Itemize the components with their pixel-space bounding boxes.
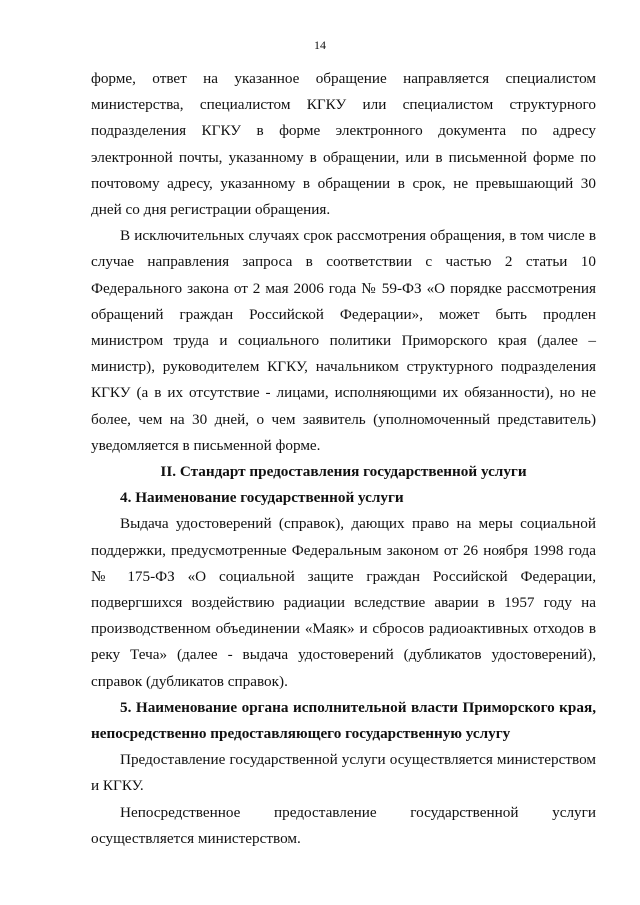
paragraph-direct-provision-line1: Непосредственное предоставление государственной услуги: [120, 803, 596, 821]
heading-service-name: 4. Наименование государственной услуги: [120, 489, 404, 507]
paragraph-direct-provision-line2: осуществляется министерством.: [91, 829, 301, 847]
heading-authority-name: 5. Наименование органа исполнительной власти Приморского края, непосредственно предоставляющего государственную услугу: [91, 698, 596, 743]
paragraph-response-form: форме, ответ на указанное обращение направляется специалистом министерства, специалистом КГКУ или специалистом структурного подразделения КГКУ в форме электронного документа по адресу электронной почты, указанному в обращении, или в письменной форме по почтовому адресу, указанному в обращении в срок, не превышающий 30 дней со дня регистрации обращения.: [91, 70, 596, 219]
document-body: [91, 66, 596, 852]
section-title: II. Стандарт предоставления государственной услуги: [160, 463, 527, 481]
paragraph-extension-term: В исключительных случаях срок рассмотрения обращения, в том числе в случае направления запроса в соответствии с частью 2 статьи 10 Федерального закона от 2 мая 2006 года № 59-ФЗ «О порядке рассмотрения обращений граждан Российской Федерации», может быть продлен министром труда и социального политики Приморского края (далее – министр), руководителем КГКУ, начальником структурного подразделения КГКУ (а в их отсутствие - лицами, исполняющими их обязанности), но не более, чем на 30 дней, о чем заявитель (уполномоченный представитель) уведомляется в письменной форме.: [91, 227, 596, 454]
paragraph-service-name: Выдача удостоверений (справок), дающих право на меры социальной поддержки, предусмотренные Федеральным законом от 26 ноября 1998 года № 175-ФЗ «О социальной защите граждан Российской Федерации, подвергшихся воздействию радиации вследствие аварии в 1957 году на производственном объединении «Маяк» и сбросов радиоактивных отходов в реку Теча» (далее - выдача удостоверений (дубликатов удостоверений), справок (дубликатов справок).: [91, 515, 596, 690]
paragraph-authority: Предоставление государственной услуги осуществляется министерством и КГКУ.: [91, 751, 596, 795]
page-number: 14: [314, 38, 326, 52]
